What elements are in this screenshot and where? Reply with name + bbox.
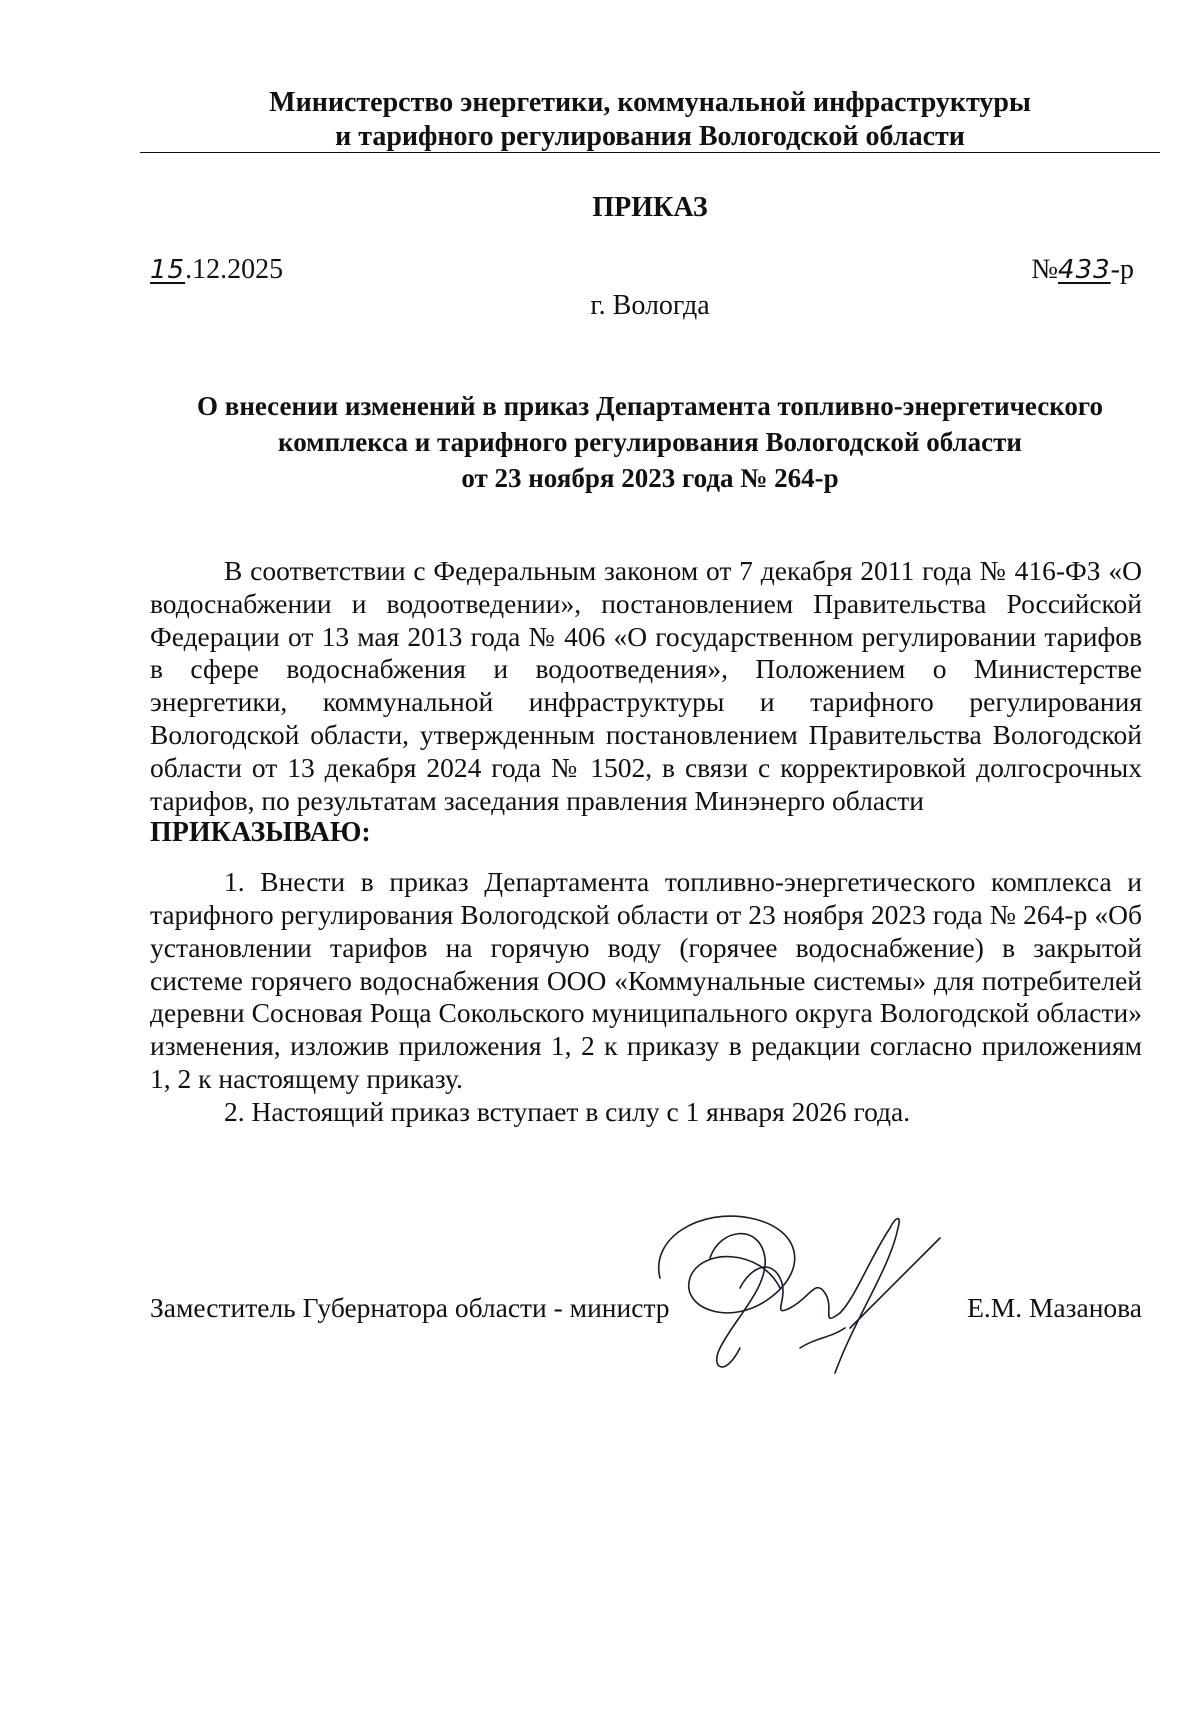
subject-line1: О внесении изменений в приказ Департамента топливно-энергетического xyxy=(196,391,1103,421)
date-day-handwritten: 15 xyxy=(150,255,186,285)
ministry-header-line1: Министерство энергетики, коммунальной инфраструктуры xyxy=(269,87,1031,118)
signatory-name: Е.М. Мазанова xyxy=(967,1292,1142,1323)
header-rule xyxy=(140,152,1160,153)
document-date xyxy=(150,254,283,286)
subject-line2: комплекса и тарифного регулирования Вологодской области xyxy=(278,427,1022,457)
subject-line3: от 23 ноября 2023 года № 264-р xyxy=(461,463,839,493)
document-title: ПРИКАЗ xyxy=(592,192,708,223)
document-number xyxy=(1031,254,1134,286)
number-suffix: -р xyxy=(1110,254,1134,285)
order-item-1: 1. Внести в приказ Департамента топливно-энергетического комплекса и тарифного регулирования Вологодской области от 23 ноября 2023 года № 264-р «Об установлении тарифов на горячую воду (горячее водоснабжение) в закрытой системе горячего водоснабжения ООО «Коммунальные системы» для потребителей деревни Сосновая Роща Сокольского муниципального округа Вологодской области» изменения, изложив приложения 1, 2 к приказу в редакции согласно приложениям 1, 2 к настоящему приказу. xyxy=(150,866,1142,1094)
order-word: ПРИКАЗЫВАЮ: xyxy=(150,817,371,849)
signature-icon xyxy=(640,1198,960,1388)
number-prefix: № xyxy=(1031,254,1059,285)
date-rest: .12.2025 xyxy=(185,254,284,285)
document-city: г. Вологда xyxy=(590,290,710,321)
number-handwritten: 433 xyxy=(1058,255,1111,285)
document-subject xyxy=(150,388,1150,496)
ministry-header xyxy=(140,86,1160,154)
ministry-header-line2: и тарифного регулирования Вологодской области xyxy=(335,121,965,152)
order-item-2: 2. Настоящий приказ вступает в силу с 1 января 2026 года. xyxy=(224,1095,911,1127)
document-body xyxy=(150,555,1142,1129)
signatory-position: Заместитель Губернатора области - министр xyxy=(150,1292,670,1323)
preamble-paragraph: В соответствии с Федеральным законом от 7 декабря 2011 года № 416-ФЗ «О водоснабжении и водоотведении», постановлением Правительства Российской Федерации от 13 мая 2013 года № 406 «О государственном регулировании тарифов в сфере водоснабжения и водоотведения», Положением о Министерстве энергетики, коммунальной инфраструктуры и тарифного регулирования Вологодской области, утвержденным постановлением Правительства Вологодской области от 13 декабря 2024 года № 1502, в связи с корректировкой долгосрочных тарифов, по результатам заседания правления Минэнерго области xyxy=(150,555,1142,816)
